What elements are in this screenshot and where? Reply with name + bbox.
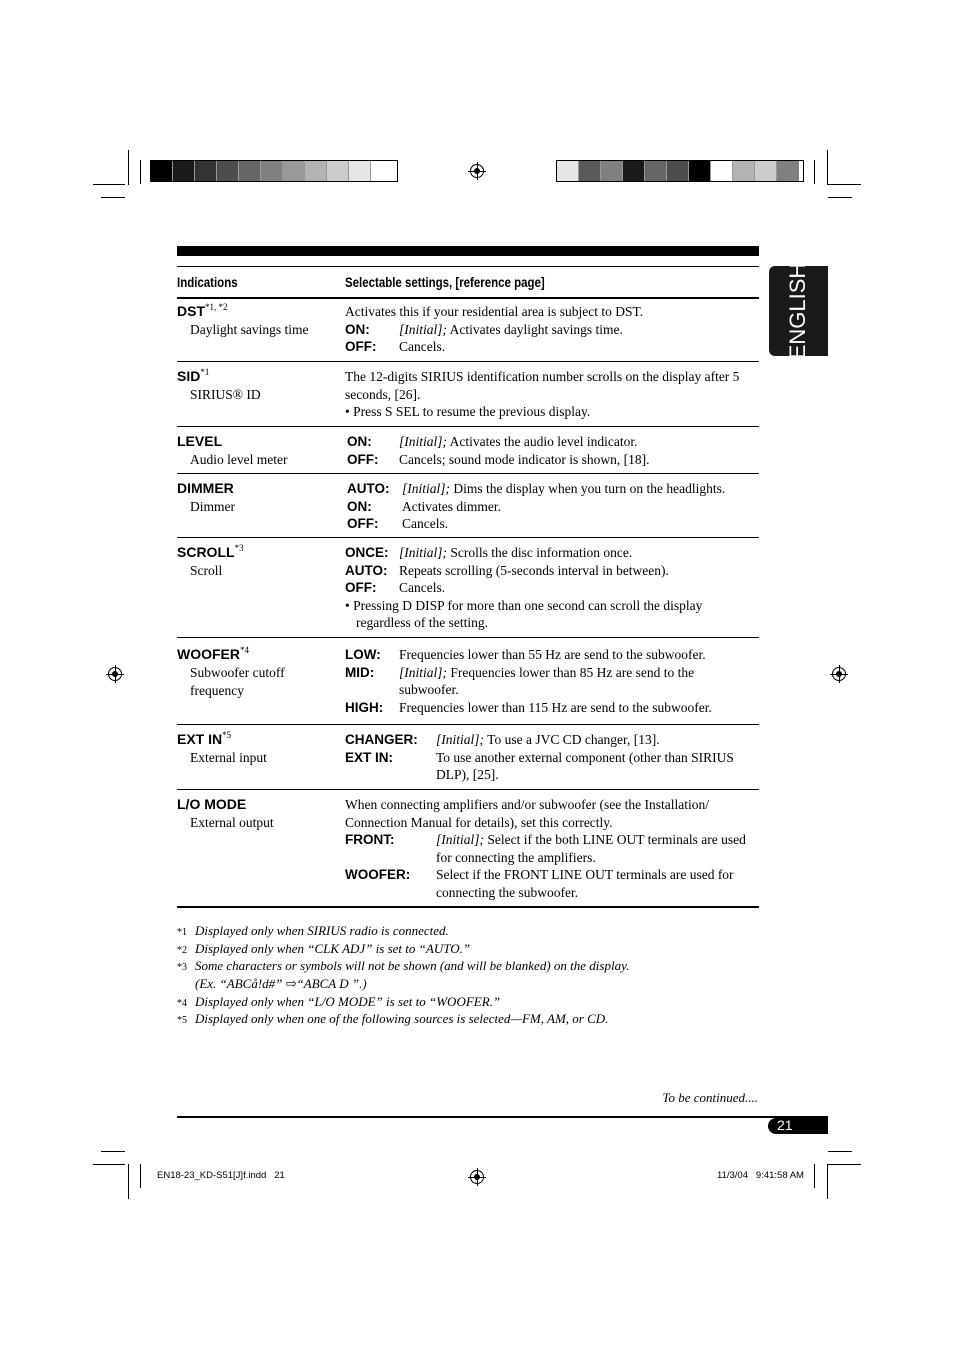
registration-mark-icon xyxy=(470,164,484,178)
indication-name: LEVEL xyxy=(177,433,223,449)
color-swatch xyxy=(261,161,283,181)
table-top-bar xyxy=(177,246,759,256)
crop-mark xyxy=(101,197,125,198)
settings-table xyxy=(177,246,759,900)
color-swatch xyxy=(623,161,645,181)
color-swatch xyxy=(557,161,579,181)
indication-desc: SIRIUS® ID xyxy=(190,387,261,402)
color-swatch xyxy=(195,161,217,181)
crop-mark xyxy=(128,1164,129,1199)
registration-mark-icon xyxy=(832,667,846,681)
color-swatch xyxy=(667,161,689,181)
indication-desc: Scroll xyxy=(190,563,223,578)
language-tab-label: ENGLISH xyxy=(785,262,810,360)
option-text: Frequencies lower than 115 Hz are send to the subwoofer. xyxy=(399,699,712,715)
setting-intro: Activates this if your residential area is subject to DST. xyxy=(345,304,644,319)
option-key: OFF: xyxy=(345,580,377,596)
color-swatch xyxy=(371,161,393,181)
language-tab xyxy=(769,262,828,360)
color-swatch xyxy=(327,161,349,181)
table-row-dst xyxy=(177,298,759,362)
option-key: LOW: xyxy=(345,647,381,662)
color-swatch xyxy=(305,161,327,181)
option-key: ON: xyxy=(347,498,372,514)
option-text: Cancels. xyxy=(399,339,446,355)
crop-mark xyxy=(93,1164,125,1165)
indication-desc: External input xyxy=(190,750,267,765)
initial-tag: [Initial]; xyxy=(399,664,448,680)
slug-date: 11/3/04 9:41:58 AM xyxy=(717,1170,804,1181)
initial-tag: [Initial]; xyxy=(399,434,448,449)
crop-mark xyxy=(827,150,828,185)
color-swatch xyxy=(777,161,799,181)
color-bar-right xyxy=(556,160,804,182)
table-row-ext-in xyxy=(177,725,759,790)
color-swatch xyxy=(151,161,173,181)
option-text: To use a JVC CD changer, [13]. xyxy=(484,732,660,747)
table-row-level xyxy=(177,427,759,474)
color-swatch xyxy=(711,161,733,181)
footnote-ref: *1, *2 xyxy=(205,302,228,312)
option-text: Cancels; sound mode indicator is shown, [18]. xyxy=(399,451,650,467)
color-swatch xyxy=(689,161,711,181)
indication-desc: Dimmer xyxy=(190,499,235,514)
crop-mark xyxy=(140,160,141,184)
option-key: MID: xyxy=(345,664,375,680)
color-swatch xyxy=(217,161,239,181)
color-swatch xyxy=(755,161,777,181)
page-number-tab xyxy=(768,1118,828,1134)
crop-mark xyxy=(828,1164,861,1165)
footnote-ref: *5 xyxy=(222,730,232,740)
table-row-lo-mode xyxy=(177,790,759,908)
option-key: CHANGER: xyxy=(345,732,418,747)
option-key: OFF: xyxy=(347,451,379,467)
crop-mark xyxy=(140,1164,141,1188)
option-text: Scrolls the disc information once. xyxy=(447,545,633,560)
color-swatch xyxy=(733,161,755,181)
continued-note: To be continued.... xyxy=(662,1090,758,1105)
indication-name: L/O MODE xyxy=(177,796,247,812)
indication-name: SCROLL xyxy=(177,544,235,560)
initial-tag: [Initial]; xyxy=(402,481,451,496)
table-row-woofer xyxy=(177,638,759,725)
setting-intro: The 12-digits SIRIUS identification number scrolls on the display after 5 seconds, [26]. xyxy=(345,369,740,402)
crop-mark xyxy=(828,184,861,185)
header-indications: Indications xyxy=(177,274,238,290)
crop-mark xyxy=(828,1151,852,1152)
initial-tag: [Initial]; xyxy=(399,545,448,560)
bottom-rule xyxy=(177,1116,828,1118)
footnote-4: *4 Displayed only when “L/O MODE” is set to “WOOFER.” xyxy=(177,994,501,1009)
footnote-1: *1 Displayed only when SIRIUS radio is connected. xyxy=(177,923,449,938)
setting-bullet: • Press S SEL to resume the previous display. xyxy=(345,404,591,420)
initial-tag: [Initial]; xyxy=(436,732,485,747)
footnote-3: *3 Some characters or symbols will not be shown (and will be blanked) on the display. xyxy=(177,958,630,973)
footnote-ref: *3 xyxy=(234,543,244,553)
color-swatch xyxy=(239,161,261,181)
indication-desc: Daylight savings time xyxy=(190,322,309,337)
option-text: Repeats scrolling (5-seconds interval in between). xyxy=(399,562,669,578)
color-swatch xyxy=(349,161,371,181)
indication-desc: Audio level meter xyxy=(190,452,288,467)
crop-mark xyxy=(828,197,852,198)
page-number: 21 xyxy=(777,1117,793,1133)
footnote-ref: *4 xyxy=(240,645,249,655)
option-key: ON: xyxy=(347,434,372,449)
indication-name: DST xyxy=(177,303,205,319)
option-text: Activates the audio level indicator. xyxy=(447,434,638,449)
option-text: Cancels. xyxy=(402,516,449,532)
option-key: ONCE: xyxy=(345,545,389,560)
footnote-3-example: (Ex. “ABCå!d#” ⇨“ABCA D ”.) xyxy=(195,976,367,991)
color-swatch xyxy=(601,161,623,181)
option-key: OFF: xyxy=(347,516,379,532)
crop-mark xyxy=(93,184,125,185)
option-key: HIGH: xyxy=(345,699,384,715)
option-text: Cancels. xyxy=(399,580,446,596)
table-header xyxy=(177,266,759,299)
header-settings: Selectable settings, [reference page] xyxy=(345,274,545,290)
option-key: AUTO: xyxy=(347,481,390,496)
footnote-ref: *1 xyxy=(200,367,210,377)
option-text: Select if the FRONT LINE OUT terminals are used for connecting the subwoofer. xyxy=(436,867,734,900)
option-key: WOOFER: xyxy=(345,867,411,883)
indication-name: DIMMER xyxy=(177,480,234,496)
initial-tag: [Initial]; xyxy=(436,832,485,848)
color-swatch xyxy=(173,161,195,181)
initial-tag: [Initial]; xyxy=(399,321,448,337)
crop-mark xyxy=(814,160,815,184)
indication-name: WOOFER xyxy=(177,646,240,662)
color-swatch xyxy=(645,161,667,181)
indication-name: SID xyxy=(177,368,201,384)
slug-file: EN18-23_KD-S51[J]f.indd 21 xyxy=(157,1170,285,1181)
option-key: AUTO: xyxy=(345,562,388,578)
option-text: Frequencies lower than 85 Hz are send to the subwoofer. xyxy=(399,664,695,698)
color-bar-left xyxy=(150,160,398,182)
color-swatch xyxy=(283,161,305,181)
table-row-dimmer xyxy=(177,474,759,538)
indication-desc: Subwoofer cutoff frequency xyxy=(190,665,285,698)
table-row-scroll xyxy=(177,538,759,638)
option-text: Frequencies lower than 55 Hz are send to the subwoofer. xyxy=(399,647,706,662)
footnote-5: *5 Displayed only when one of the following sources is selected—FM, AM, or CD. xyxy=(177,1011,609,1026)
crop-mark xyxy=(827,1164,828,1199)
option-text: Activates daylight savings time. xyxy=(447,321,623,337)
option-text: Dims the display when you turn on the headlights. xyxy=(450,481,726,496)
option-key: FRONT: xyxy=(345,832,395,848)
footnote-2: *2 Displayed only when “CLK ADJ” is set to “AUTO.” xyxy=(177,941,471,956)
option-text: Activates dimmer. xyxy=(402,498,501,514)
indication-desc: External output xyxy=(190,815,274,830)
option-key: EXT IN: xyxy=(345,749,394,765)
crop-mark xyxy=(101,1151,125,1152)
option-key: ON: xyxy=(345,321,370,337)
indication-name: EXT IN xyxy=(177,731,223,747)
registration-mark-icon xyxy=(108,667,122,681)
option-text: To use another external component (other than SIRIUS DLP), [25]. xyxy=(436,749,734,783)
option-text: Select if the both LINE OUT terminals are used for connecting the amplifiers. xyxy=(436,832,746,865)
setting-intro: When connecting amplifiers and/or subwoofer (see the Installation/ Connection Manual for details), set this correctly. xyxy=(345,797,710,830)
color-swatch xyxy=(579,161,601,181)
crop-mark xyxy=(128,150,129,185)
setting-bullet: • Pressing D DISP for more than one second can scroll the display regardless of the setting. xyxy=(345,597,703,631)
option-key: OFF: xyxy=(345,339,377,355)
crop-mark xyxy=(814,1164,815,1188)
table-row-sid xyxy=(177,362,759,427)
registration-mark-icon xyxy=(470,1170,484,1184)
